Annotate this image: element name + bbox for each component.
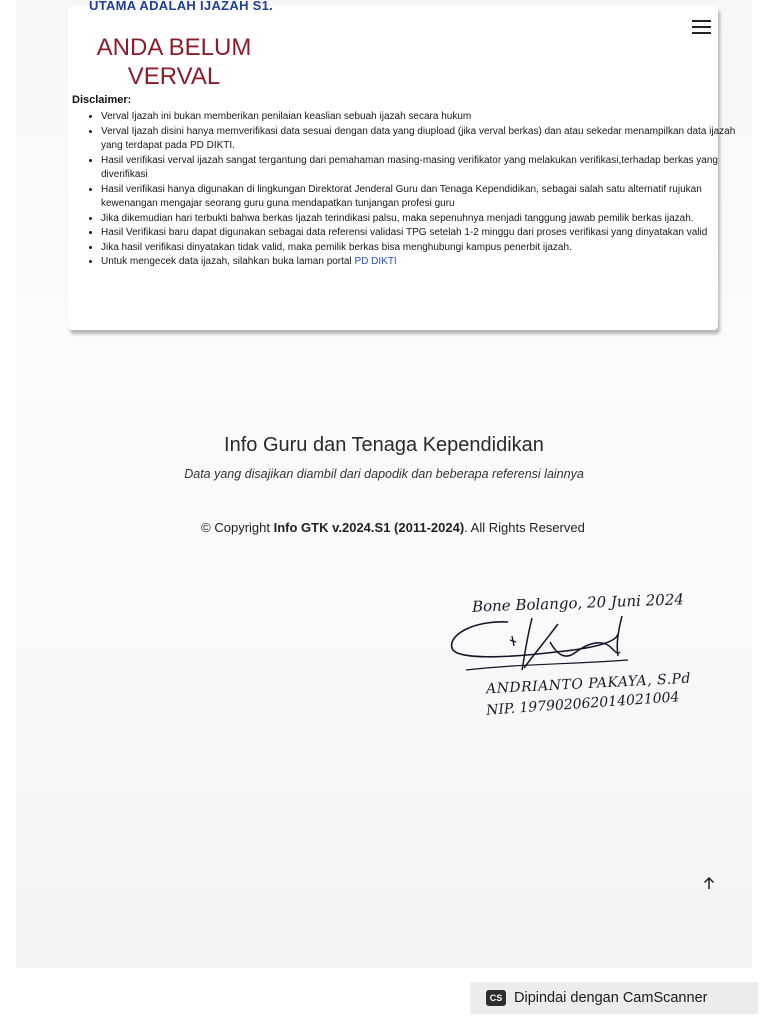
disclaimer-item: • Verval Ijazah ini bukan memberikan penilaian keaslian sebuah ijazah secara hukum: [101, 110, 745, 125]
disclaimer-item: • Jika dikemudian hari terbukti bahwa berkas Ijazah terindikasi palsu, maka sepenuhnya menjadi tanggung jawab pemilik berkas ijazah.: [101, 212, 745, 227]
verval-status: [84, 33, 264, 91]
handwritten-nip: NIP. 197902062014021004: [485, 689, 680, 719]
copyright: [0, 520, 768, 535]
handwritten-place-date: Bone Bolango, 20 Juni 2024: [471, 590, 685, 616]
footer-subtitle: Data yang disajikan diambil dari dapodik dan beberapa referensi lainnya: [184, 467, 584, 481]
pd-dikti-link[interactable]: PD DIKTI: [354, 256, 397, 267]
footer-title: Info Guru dan Tenaga Kependidikan: [224, 434, 544, 456]
portal-text: Untuk mengecek data ijazah, silahkan buka laman portal: [101, 256, 355, 267]
disclaimer-item: • Hasil verifikasi verval ijazah sangat tergantung dari pemahaman masing-masing verifikator yang melakukan verifikasi,terhadap berkas yang diverifikasi: [101, 154, 745, 183]
disclaimer-item: • Hasil Verifikasi baru dapat digunakan sebagai data referensi validasi TPG setelah 1-2 minggu dari proses verifikasi yang dinyatakan valid: [101, 226, 745, 241]
copyright-prefix: © Copyright: [201, 520, 274, 535]
disclaimer-item: • Hasil verifikasi hanya digunakan di lingkungan Direktorat Jenderal Guru dan Tenaga Kependidikan, sebagai salah satu alternatif rujukan kewenangan mengajar seorang guru guna mendapatkan tunjangan profesi guru: [101, 183, 745, 212]
copyright-suffix: . All Rights Reserved: [464, 520, 585, 535]
copyright-version: Info GTK v.2024.S1 (2011-2024): [273, 520, 465, 535]
camscanner-label: Dipindai dengan CamScanner: [514, 990, 708, 1006]
verval-card: [68, 0, 736, 330]
status-line-2: VERVAL: [127, 63, 221, 90]
disclaimer-title: Disclaimer:: [72, 94, 132, 106]
status-line-1: ANDA BELUM: [96, 34, 252, 61]
camscanner-logo: CS: [486, 990, 506, 1006]
back-to-top-button[interactable]: [700, 874, 718, 892]
handwritten-signature: [446, 612, 636, 684]
handwritten-name: ANDRIANTO PAKAYA, S.Pd: [485, 670, 692, 698]
arrow-up-icon: [700, 874, 718, 892]
disclaimer-item: • Jika hasil verifikasi dinyatakan tidak valid, maka pemilik berkas bisa menghubungi kampus penerbit ijazah.: [101, 241, 745, 256]
card-top-text: UTAMA ADALAH IJAZAH S1.: [89, 0, 274, 13]
disclaimer-list: [73, 110, 745, 306]
scanned-page: [16, 0, 752, 968]
disclaimer-item-portal: [101, 255, 745, 270]
hamburger-menu-icon[interactable]: [692, 20, 711, 35]
camscanner-badge: [470, 982, 758, 1014]
disclaimer-item: • Verval Ijazah disini hanya memverifikasi data sesuai dengan data yang diupload (jika verval berkas) dan atau sekedar menampilkan data ijazah yang terdapat pada PD DIKTI.: [101, 125, 745, 154]
